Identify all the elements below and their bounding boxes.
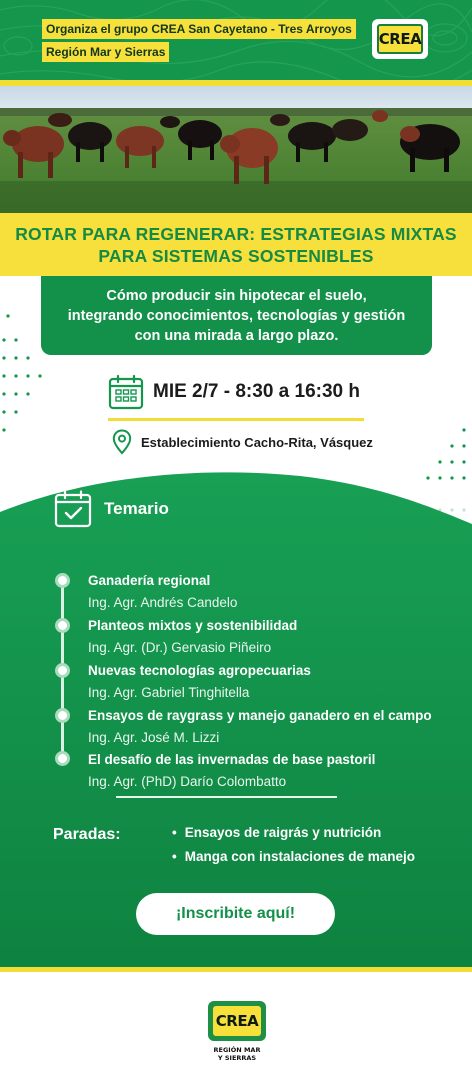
agenda-item (88, 662, 311, 702)
cattle-photo (0, 86, 472, 213)
footer-crea-logo (208, 1001, 266, 1041)
parada-item: • Manga con instalaciones de manejo (172, 845, 415, 869)
timeline-dot (55, 573, 70, 588)
timeline-dot (55, 708, 70, 723)
temario-header (54, 489, 169, 529)
event-date (108, 374, 360, 410)
calendar-icon (108, 374, 144, 410)
footer-region-line-1: REGIÓN MAR (213, 1046, 261, 1054)
agenda-speaker: Ing. Agr. Andrés Candelo (88, 595, 238, 610)
paradas-list (172, 821, 415, 869)
agenda-topic: Planteos mixtos y sostenibilidad (88, 618, 298, 633)
timeline-dot (55, 751, 70, 766)
agenda-topic: Nuevas tecnologías agropecuarias (88, 663, 311, 678)
agenda-topic: Ensayos de raygrass y manejo ganadero en el campo (88, 708, 432, 723)
location-pin-icon (112, 429, 132, 455)
crea-logo (372, 19, 428, 59)
calendar-check-icon (54, 490, 92, 528)
decorative-dots-left (0, 300, 60, 450)
parada-item: • Ensayos de raigrás y nutrición (172, 821, 415, 845)
organizer-line: Organiza el grupo CREA San Cayetano - Tres Arroyos (42, 19, 356, 39)
subtitle-line-2: integrando conocimientos, tecnologías y gestión (67, 307, 406, 324)
agenda-speaker: Ing. Agr. José M. Lizzi (88, 730, 220, 745)
date-underline (108, 418, 364, 421)
subtitle-line-3: con una mirada a largo plazo. (134, 327, 339, 344)
header-banner (0, 0, 472, 84)
agenda-topic: El desafío de las invernadas de base pastoril (88, 752, 376, 767)
footer-region-line-2: Y SIERRAS (217, 1054, 257, 1062)
event-location (112, 428, 373, 456)
subtitle-box (41, 276, 432, 355)
agenda-item (88, 617, 297, 657)
temario-title: Temario (104, 499, 169, 518)
organizer-region: Región Mar y Sierras (42, 42, 169, 62)
register-button[interactable]: ¡Inscribite aquí! (136, 893, 335, 935)
agenda-speaker: Ing. Agr. (Dr.) Gervasio Piñeiro (88, 640, 272, 655)
section-divider (116, 796, 337, 798)
subtitle-line-1: Cómo producir sin hipotecar el suelo, (106, 287, 367, 304)
footer-region (200, 1046, 274, 1062)
agenda-speaker: Ing. Agr. (PhD) Darío Colombatto (88, 774, 287, 789)
agenda-item (88, 707, 432, 747)
location-text: Establecimiento Cacho-Rita, Vásquez (141, 434, 373, 450)
agenda-item (88, 572, 237, 612)
paradas-label: Paradas: (53, 826, 121, 843)
event-title (0, 213, 472, 276)
agenda-topic: Ganadería regional (88, 573, 211, 588)
title-line-1: ROTAR PARA REGENERAR: ESTRATEGIAS MIXTAS (15, 223, 457, 244)
timeline-dot (55, 618, 70, 633)
footer-logo-text: CREA (215, 1012, 259, 1030)
date-text: MIE 2/7 - 8:30 a 16:30 h (153, 381, 360, 402)
bottom-yellow-strip (0, 967, 472, 972)
timeline-dot (55, 663, 70, 678)
title-line-2: PARA SISTEMAS SOSTENIBLES (98, 245, 374, 266)
agenda-speaker: Ing. Agr. Gabriel Tinghitella (88, 685, 250, 700)
crea-logo-text: CREA (378, 30, 422, 48)
agenda-item (88, 751, 375, 791)
